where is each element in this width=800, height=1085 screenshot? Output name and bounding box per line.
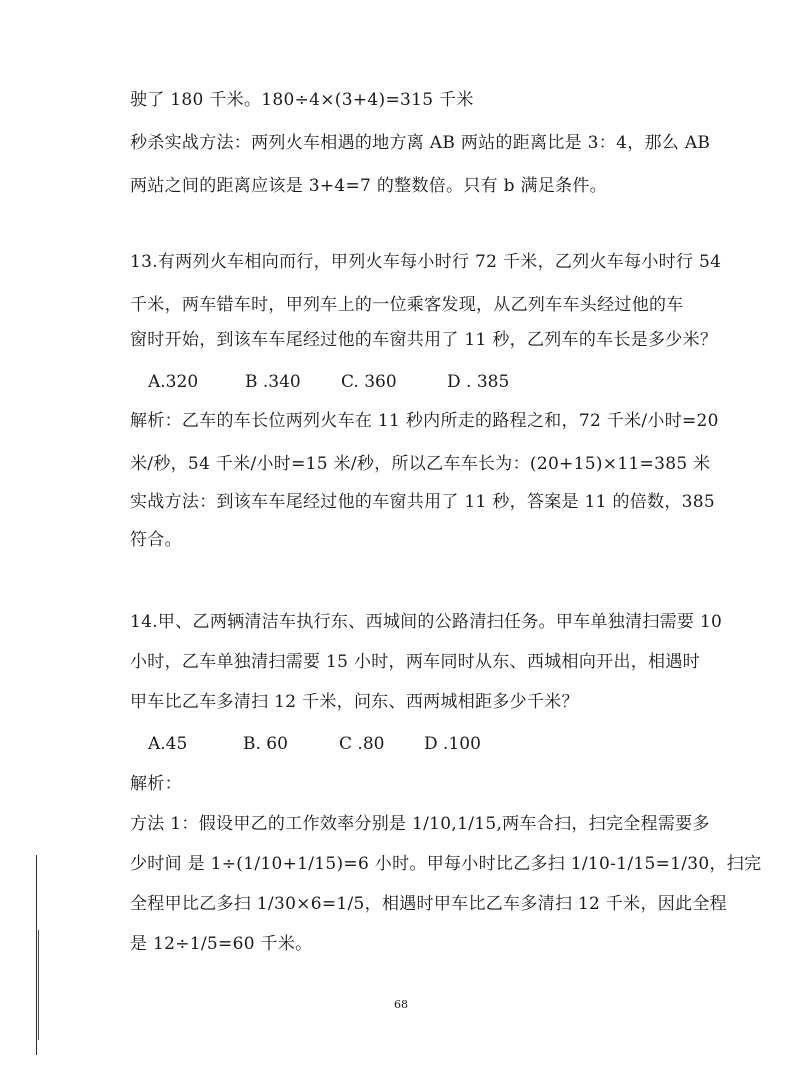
question-13-option-b: B .340 <box>245 372 301 392</box>
question-13-analysis-line: 解析：乙车的车长位两列火车在 11 秒内所走的路程之和，72 千米/小时=20 <box>130 411 719 431</box>
question-13-option-c: C. 360 <box>341 372 397 392</box>
question-13-option-d: D . 385 <box>447 372 510 392</box>
scan-edge-mark <box>36 855 37 1055</box>
question-14-option-b: B. 60 <box>243 734 288 754</box>
question-14-method-line: 是 12÷1/5=60 千米。 <box>130 934 313 954</box>
question-13-stem-line: 窗时开始，到该车车尾经过他的车窗共用了 11 秒，乙列车的车长是多少米？ <box>130 330 718 350</box>
question-13-analysis-line: 符合。 <box>130 530 182 550</box>
question-13-analysis-line: 实战方法：到该车车尾经过他的车窗共用了 11 秒，答案是 11 的倍数，385 <box>130 492 716 512</box>
text-line: 驶了 180 千米。180÷4×(3+4)=315 千米 <box>130 90 474 110</box>
question-14-option-d: D .100 <box>424 734 481 754</box>
question-14-option-a: A.45 <box>148 734 188 754</box>
text-line: 两站之间的距离应该是 3+4=7 的整数倍。只有 b 满足条件。 <box>130 176 608 196</box>
text-line: 秒杀实战方法：两列火车相遇的地方离 AB 两站的距离比是 3：4，那么 AB <box>130 133 711 153</box>
question-13-stem-line: 13.有两列火车相向而行，甲列火车每小时行 72 千米，乙列火车每小时行 54 <box>130 252 722 272</box>
question-14-option-c: C .80 <box>339 734 385 754</box>
question-14-analysis-label: 解析： <box>130 774 182 794</box>
question-14-method-line: 少时间 是 1÷(1/10+1/15)=6 小时。甲每小时比乙多扫 1/10-1/15=1/30，扫完 <box>130 854 762 874</box>
question-13-analysis-line: 米/秒，54 千米/小时=15 米/秒，所以乙车车长为：(20+15)×11=385 米 <box>130 454 711 474</box>
question-14-stem-line: 小时，乙车单独清扫需要 15 小时，两车同时从东、西城相向开出，相遇时 <box>130 652 700 672</box>
question-14-stem-line: 14.甲、乙两辆清洁车执行东、西城间的公路清扫任务。甲车单独清扫需要 10 <box>130 612 723 632</box>
question-14-stem-line: 甲车比乙车多清扫 12 千米，问东、西两城相距多少千米？ <box>130 692 579 712</box>
page-number: 68 <box>394 998 408 1011</box>
question-14-method-line: 方法 1：假设甲乙的工作效率分别是 1/10,1/15,两车合扫，扫完全程需要多 <box>130 814 710 834</box>
question-13-stem-line: 千米，两车错车时，甲列车上的一位乘客发现，从乙列车车头经过他的车 <box>130 295 684 315</box>
question-13-option-a: A.320 <box>148 372 199 392</box>
scan-edge-mark <box>38 930 39 1040</box>
question-14-method-line: 全程甲比乙多扫 1/30×6=1/5，相遇时甲车比乙车多清扫 12 千米，因此全程 <box>130 894 727 914</box>
